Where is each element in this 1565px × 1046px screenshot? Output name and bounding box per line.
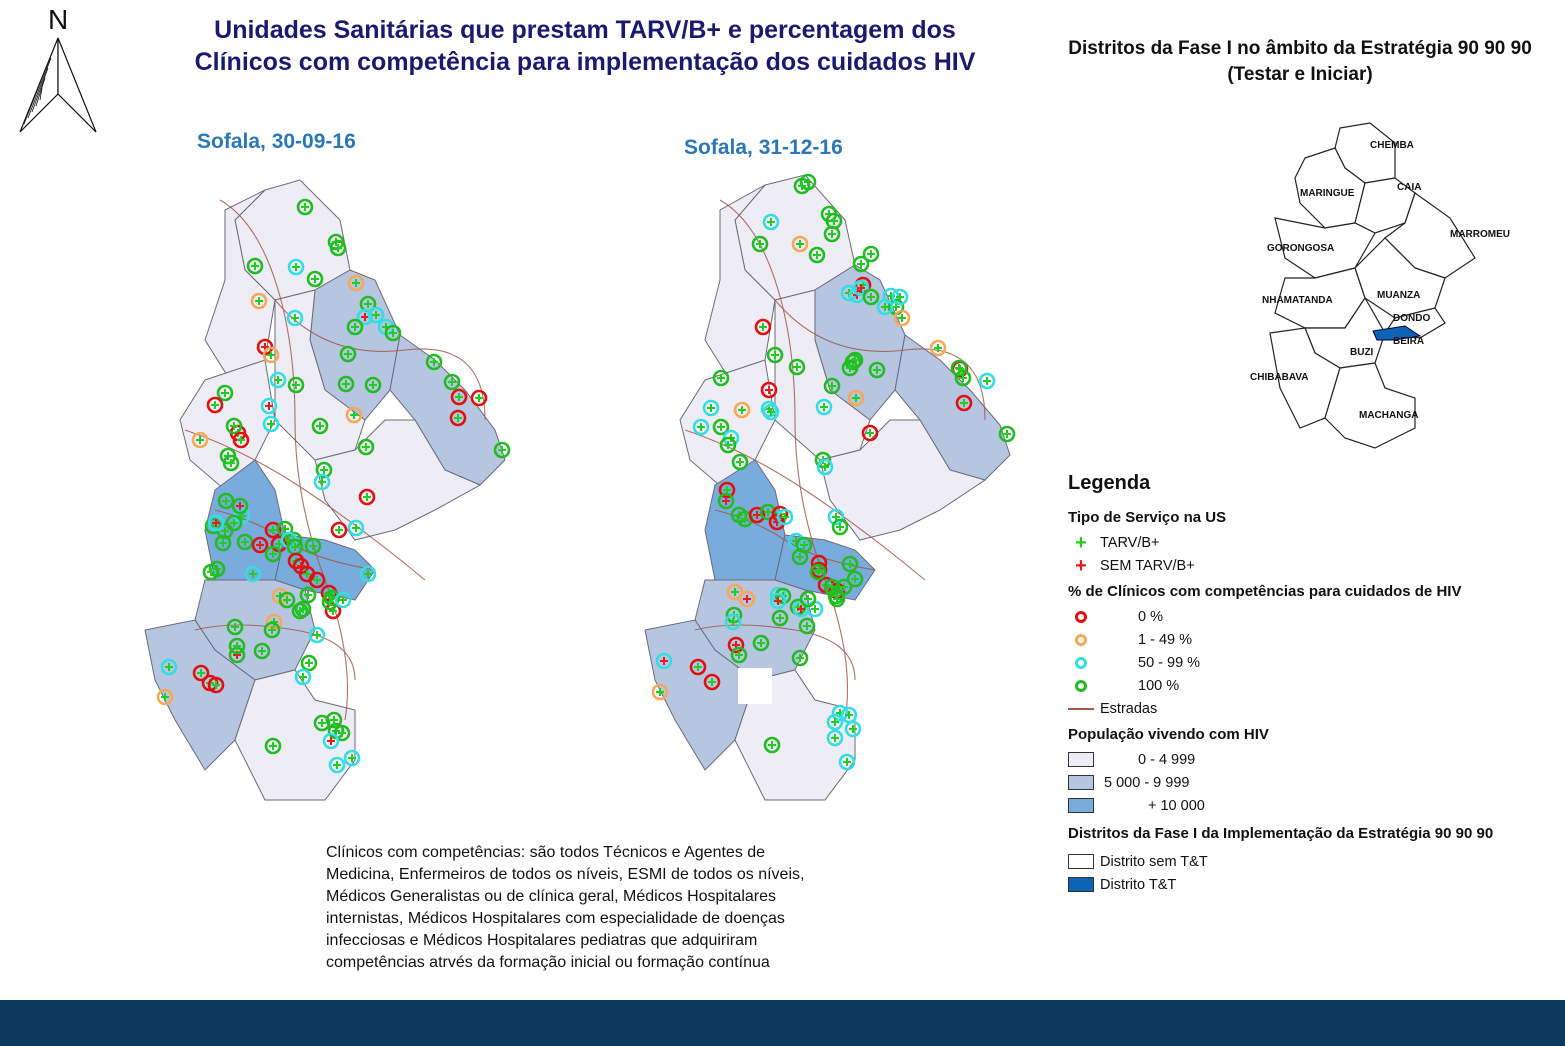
health-unit-marker <box>980 374 994 388</box>
inset-label-muanza: MUANZA <box>1377 290 1421 301</box>
inset-label-maringue: MARINGUE <box>1300 188 1355 199</box>
legend-pop-heading: População vivendo com HIV <box>1068 726 1269 743</box>
plus-icon: + <box>1075 554 1087 577</box>
plus-icon: + <box>1075 531 1087 554</box>
legend-item-pct1: 1 - 49 % <box>1068 628 1548 651</box>
footer-bar <box>0 1000 1565 1046</box>
inset-label-chibabava: CHIBABAVA <box>1250 372 1309 383</box>
inset-label-beira: BEIRA <box>1393 336 1425 347</box>
swatch <box>1068 854 1094 869</box>
map-left <box>125 160 525 810</box>
legend-item-no-tt: Distrito sem T&T <box>1068 850 1548 873</box>
inset-map <box>1245 118 1545 463</box>
swatch <box>1068 752 1094 767</box>
legend-item-pct3: 100 % <box>1068 674 1548 697</box>
legend-item-roads: Estradas <box>1068 697 1548 720</box>
health-unit-marker <box>332 523 346 537</box>
map-right <box>620 165 1030 815</box>
legend-item-tt: Distrito T&T <box>1068 873 1548 896</box>
circle-icon <box>1075 634 1087 646</box>
swatch <box>1068 798 1094 813</box>
legend-title: Legenda <box>1068 472 1151 494</box>
legend-item-pct0: 0 % <box>1068 605 1548 628</box>
legend-item-sem-tarv: + SEM TARV/B+ <box>1075 554 1195 577</box>
circle-icon <box>1075 657 1087 669</box>
circle-icon <box>1075 611 1087 623</box>
map-gap <box>738 668 772 704</box>
main-title: Unidades Sanitárias que prestam TARV/B+ e percentagem dos Clínicos com competência para implementação dos cuidados HIV <box>194 16 976 76</box>
north-arrow-icon <box>18 36 100 136</box>
definition-note: Clínicos com competências: são todos Técnicos e Agentes de Medicina, Enfermeiros de todos os níveis, ESMI de todos os níveis, Médicos Generalistas ou de clínica geral, Médicos Hospitalares internistas, Médicos Hospitalares com especialidade de doenças infecciosas e Médicos Hospitalares pediatras que adquiriram competências atrvés da formação inicial ou formação contínua <box>326 844 805 971</box>
health-unit-marker <box>302 656 316 670</box>
legend-item-pop2: + 10 000 <box>1068 794 1548 817</box>
circle-icon <box>1075 680 1087 692</box>
legend-service-heading: Tipo de Serviço na US <box>1068 509 1227 526</box>
north-label: N <box>48 4 69 35</box>
legend-item-pop0: 0 - 4 999 <box>1068 748 1548 771</box>
road-line-icon <box>1068 708 1094 710</box>
inset-label-chemba: CHEMBA <box>1370 140 1414 151</box>
inset-label-gorongosa: GORONGOSA <box>1267 243 1335 254</box>
inset-label-nhamatanda: NHAMATANDA <box>1262 295 1333 306</box>
legend-item-pct2: 50 - 99 % <box>1068 651 1548 674</box>
swatch <box>1068 877 1094 892</box>
map-left-subtitle: Sofala, 30-09-16 <box>197 130 356 153</box>
legend-item-tarv: + TARV/B+ <box>1075 531 1160 554</box>
legend-phase-heading: Distritos da Fase I da Implementação da Estratégia 90 90 90 <box>1068 825 1494 842</box>
inset-label-buzi: BUZI <box>1350 347 1374 358</box>
legend-item-pop1: 5 000 - 9 999 <box>1068 771 1548 794</box>
inset-title: Distritos da Fase I no âmbito da Estratégia 90 90 90 (Testar e Iniciar) <box>1068 38 1532 85</box>
health-unit-marker <box>931 341 945 355</box>
swatch <box>1068 775 1094 790</box>
inset-label-machanga: MACHANGA <box>1359 410 1419 421</box>
inset-label-caia: CAIA <box>1397 182 1422 193</box>
map-right-subtitle: Sofala, 31-12-16 <box>684 136 843 159</box>
health-unit-marker <box>472 391 486 405</box>
inset-label-marromeu: MARROMEU <box>1450 229 1510 240</box>
inset-label-dondo: DONDO <box>1393 313 1431 324</box>
legend-pct-heading: % de Clínicos com competências para cuidados de HIV <box>1068 583 1462 600</box>
legend <box>1068 472 1548 896</box>
